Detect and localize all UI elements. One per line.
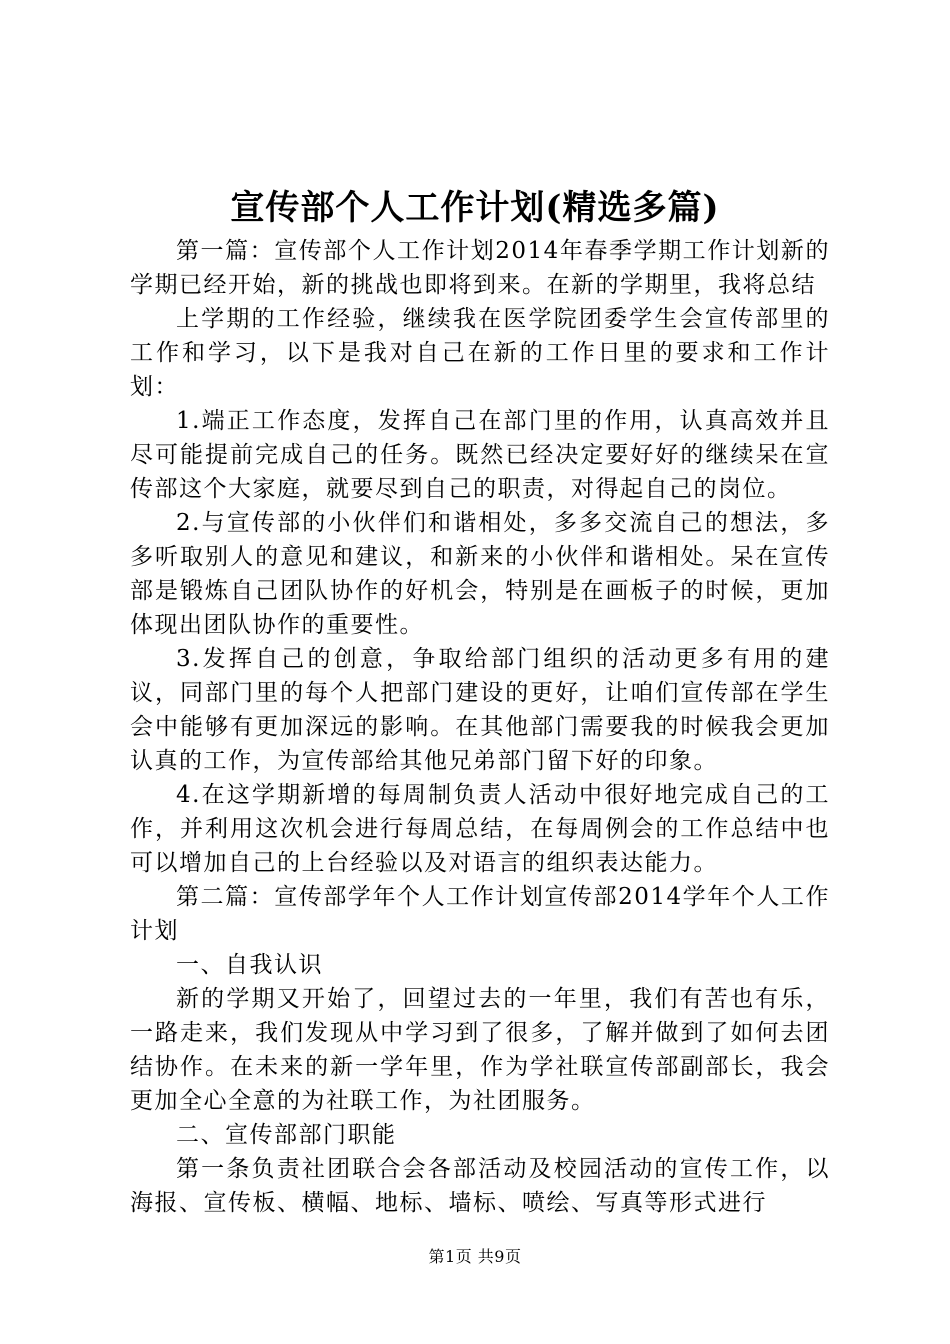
paragraph: 3.发挥自己的创意，争取给部门组织的活动更多有用的建议，同部门里的每个人把部门建设的更好，让咱们宣传部在学生会中能够有更加深远的影响。在其他部门需要我的时候我会更加认真的工作，为宣传部给其他兄弟部门留下好的印象。 bbox=[130, 646, 830, 774]
document-body bbox=[130, 234, 830, 1220]
paragraph: 1.端正工作态度，发挥自己在部门里的作用，认真高效并且尽可能提前完成自己的任务。既然已经决定要好好的继续呆在宣传部这个大家庭，就要尽到自己的职责，对得起自己的岗位。 bbox=[130, 408, 830, 502]
section-heading: 一、自我认识 bbox=[176, 952, 323, 978]
paragraph: 新的学期又开始了，回望过去的一年里，我们有苦也有乐，一路走来，我们发现从中学习到了很多，了解并做到了如何去团结协作。在未来的新一学年里，作为学社联宣传部副部长，我会更加全心全意的为社联工作，为社团服务。 bbox=[130, 986, 830, 1114]
section-heading: 二、宣传部部门职能 bbox=[176, 1122, 397, 1148]
page-number-footer: 第1页 共9页 bbox=[428, 1247, 522, 1266]
paragraph: 第二篇：宣传部学年个人工作计划宣传部2014学年个人工作计划 bbox=[130, 884, 830, 944]
paragraph: 第一篇：宣传部个人工作计划2014年春季学期工作计划新的学期已经开始，新的挑战也即将到来。在新的学期里，我将总结 bbox=[130, 238, 830, 298]
paragraph: 2.与宣传部的小伙伴们和谐相处，多多交流自己的想法，多多听取别人的意见和建议，和新来的小伙伴和谐相处。呆在宣传部是锻炼自己团队协作的好机会，特别是在画板子的时候，更加体现出团队协作的重要性。 bbox=[130, 510, 830, 638]
document-title: 宣传部个人工作计划(精选多篇) bbox=[230, 188, 720, 228]
paragraph: 第一条负责社团联合会各部活动及校园活动的宣传工作，以海报、宣传板、横幅、地标、墙标、喷绘、写真等形式进行 bbox=[130, 1156, 830, 1216]
paragraph: 4.在这学期新增的每周制负责人活动中很好地完成自己的工作，并利用这次机会进行每周总结，在每周例会的工作总结中也可以增加自己的上台经验以及对语言的组织表达能力。 bbox=[130, 782, 830, 876]
paragraph: 上学期的工作经验，继续我在医学院团委学生会宣传部里的工作和学习，以下是我对自己在新的工作日里的要求和工作计划： bbox=[130, 306, 830, 400]
